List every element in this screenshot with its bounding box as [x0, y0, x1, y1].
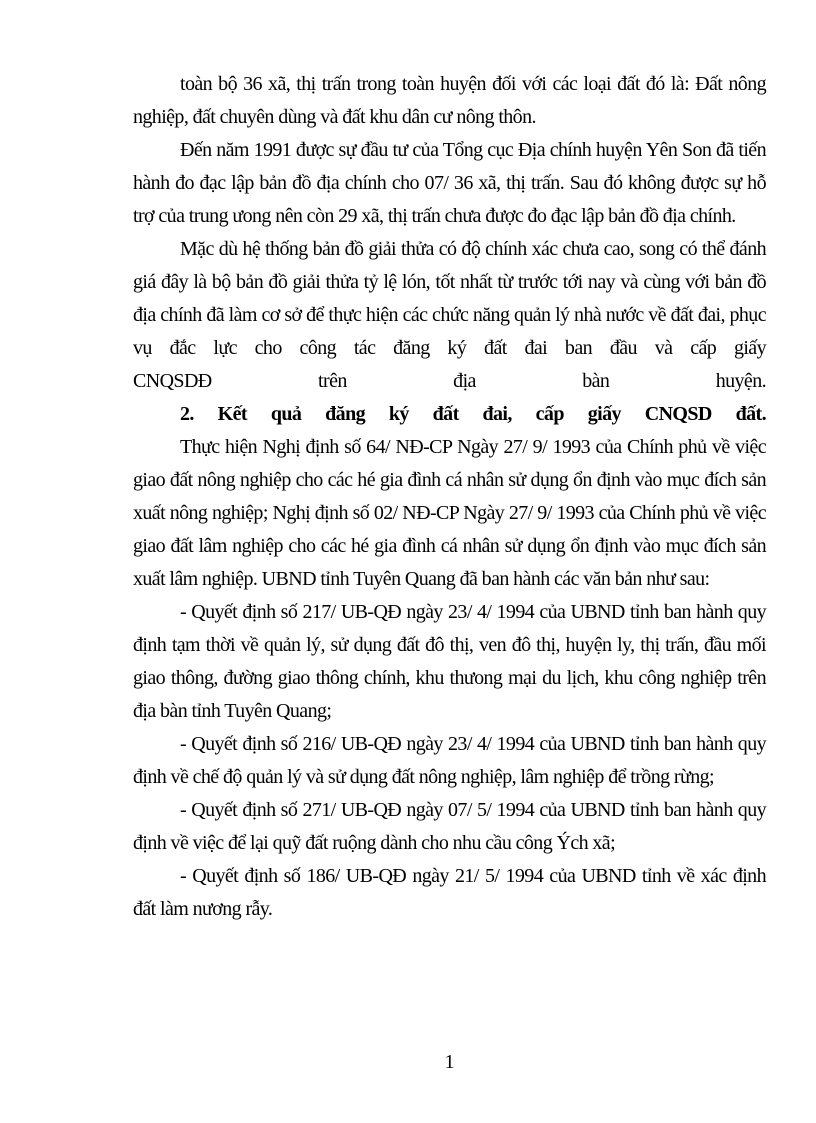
decision-item-217: - Quyết định số 217/ UB-QĐ ngày 23/ 4/ 1994 của UBND tỉnh ban hành quy định tạm thời về quản lý, sử dụng đất đô thị, ven đô thị, huyện ly, thị trấn, đầu mối giao thông, đường giao thông chính, khu thưong mại du lịch, khu công nghiệp trên địa bàn tỉnh Tuyên Quang; — [133, 601, 766, 722]
section-2-heading: 2. Kết quả đăng ký đất đai, cấp giấy CNQSD đất. — [180, 403, 766, 425]
paragraph-map-quality-text: Mặc dù hệ thống bản đồ giải thửa có độ chính xác chưa cao, song có thể đánh giá đây là bộ bản đồ giải thửa tỷ lệ lón, tốt nhất từ trước tới nay và cùng với bản đồ địa chính đã làm cơ sở để thực hiện các chức năng quản lý nhà nước về đất đai, phục vụ đắc lực cho công tác đăng ký đất đai ban đầu và cấp giấy — [133, 238, 766, 359]
paragraph-map-quality — [133, 233, 766, 398]
page-body — [133, 68, 766, 926]
decision-item-216: - Quyết định số 216/ UB-QĐ ngày 23/ 4/ 1994 của UBND tỉnh ban hành quy định về chế độ quản lý và sử dụng đất nông nghiệp, lâm nghiệp để trồng rừng; — [133, 733, 766, 788]
paragraph-land-types: toàn bộ 36 xã, thị trấn trong toàn huyện đối với các loại đất đó là: Đất nông nghiệp, đất chuyên dùng và đất khu dân cư nông thôn. — [133, 73, 766, 128]
decision-item-186: - Quyết định số 186/ UB-QĐ ngày 21/ 5/ 1994 của UBND tỉnh về xác định đất làm nương rẫy. — [133, 865, 766, 920]
decision-item-271: - Quyết định số 271/ UB-QĐ ngày 07/ 5/ 1994 của UBND tỉnh ban hành quy định về việc để lại quỹ đất ruộng dành cho nhu cầu công Ých xã; — [133, 799, 766, 854]
paragraph-map-quality-lastline: CNQSDĐ trên địa bàn huyện. — [133, 370, 766, 392]
page-footer — [133, 1050, 766, 1074]
page-number: 1 — [444, 1051, 455, 1073]
paragraph-decrees-64-02: Thực hiện Nghị định số 64/ NĐ-CP Ngày 27/ 9/ 1993 của Chính phủ về việc giao đất nông nghiệp cho các hé gia đình cá nhân sử dụng ổn định vào mục đích sản xuất nông nghiệp; Nghị định số 02/ NĐ-CP Ngày 27/ 9/ 1993 của Chính phủ về việc giao đất lâm nghiệp cho các hé gia đình cá nhân sử dụng ổn định vào mục đích sản xuất lâm nghiệp. UBND tỉnh Tuyên Quang đã ban hành các văn bản như sau: — [133, 436, 766, 590]
paragraph-1991-mapping: Đến năm 1991 được sự đầu tư của Tổng cục Địa chính huyện Yên Son đã tiến hành đo đạc lập bản đồ địa chính cho 07/ 36 xã, thị trấn. Sau đó không được sự hỗ trợ của trung ưong nên còn 29 xã, thị trấn chưa được đo đạc lập bản đồ địa chính. — [133, 139, 766, 227]
